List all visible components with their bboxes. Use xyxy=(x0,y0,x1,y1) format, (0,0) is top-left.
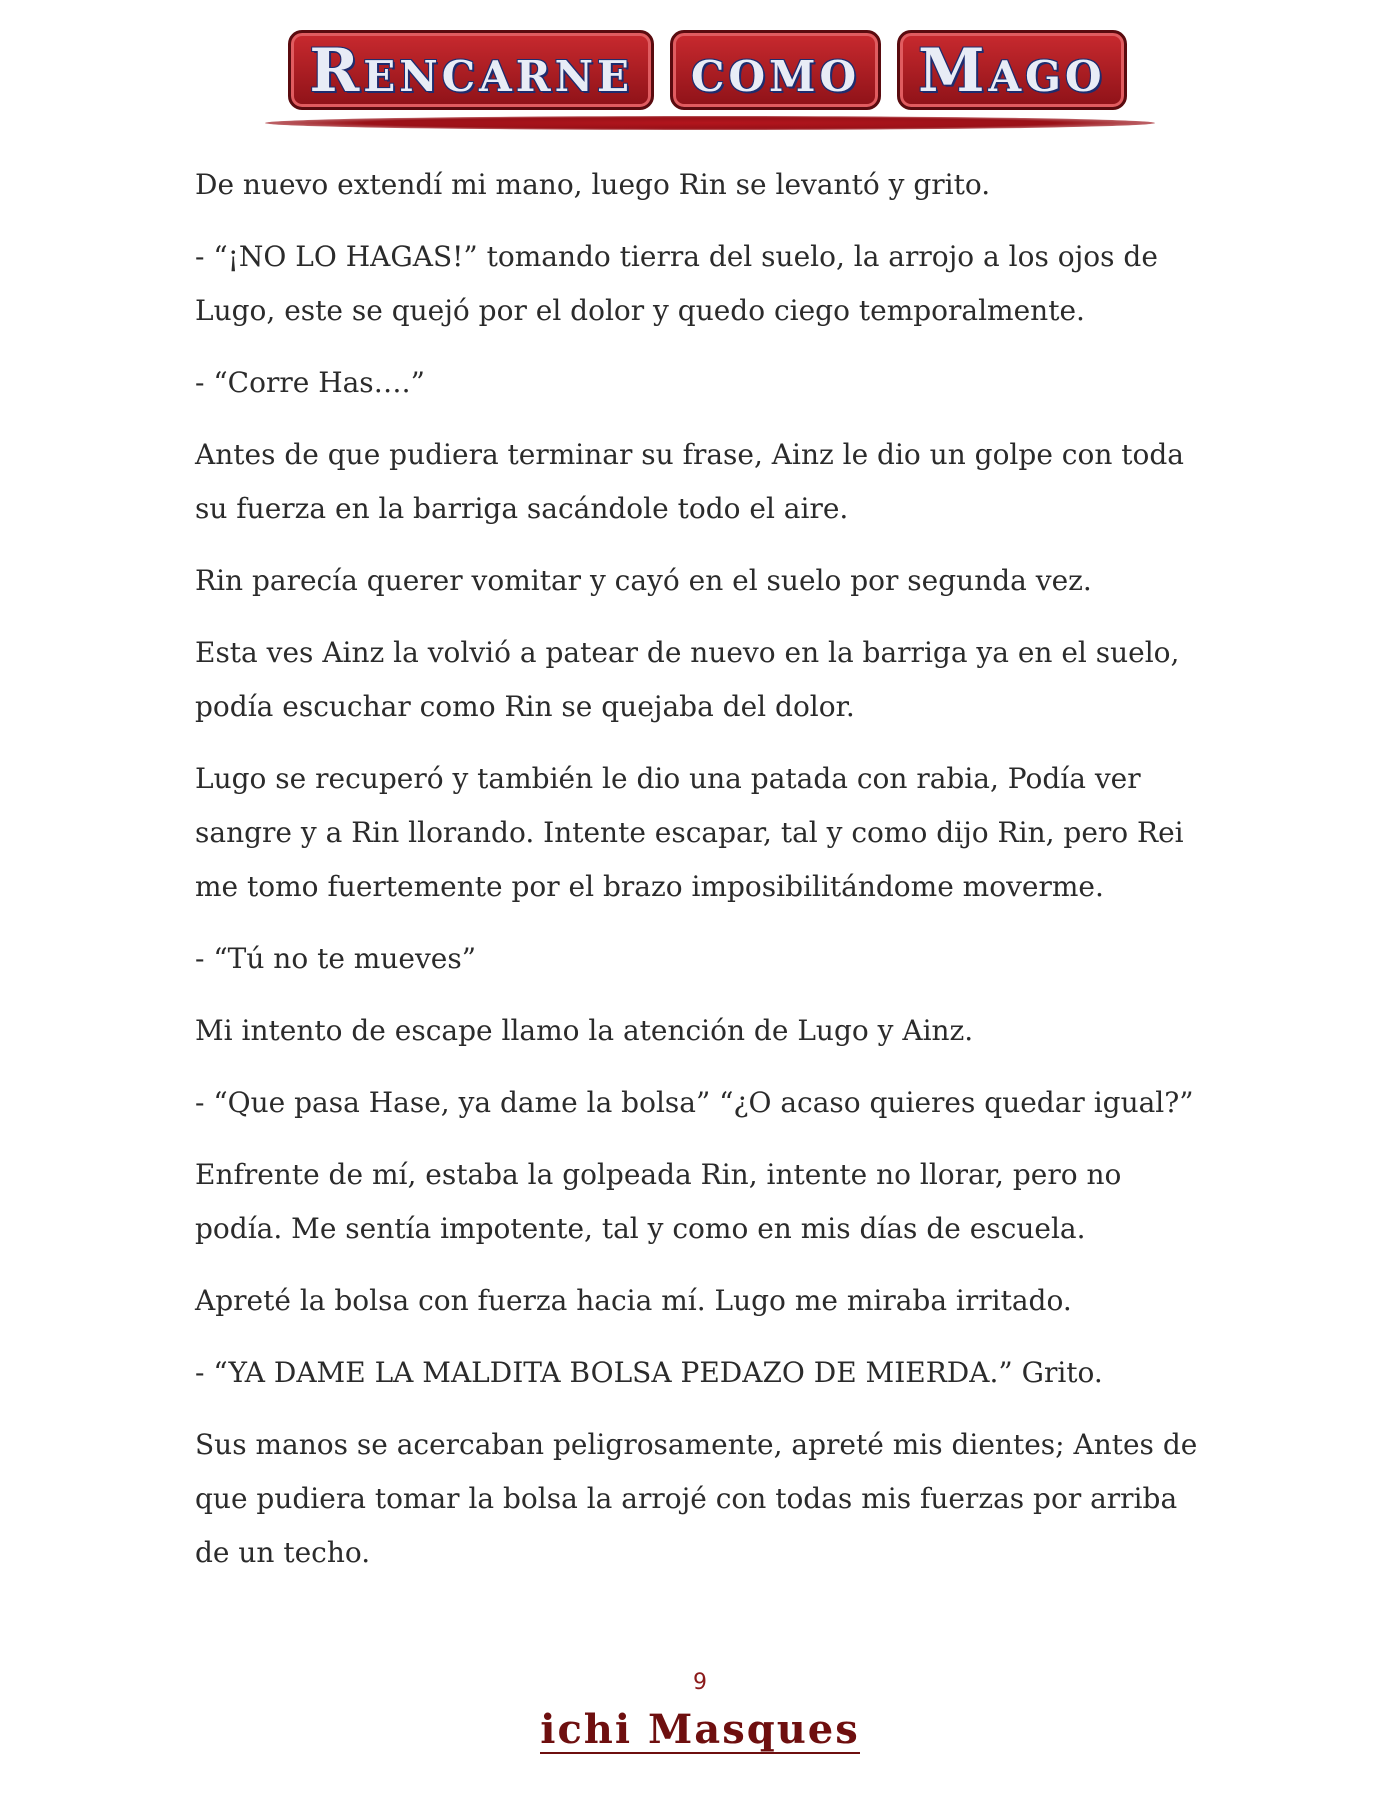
paragraph: - “YA DAME LA MALDITA BOLSA PEDAZO DE MIERDA.” Grito. xyxy=(195,1356,1103,1389)
page-number: 9 xyxy=(693,1670,707,1695)
paragraph: Antes de que pudiera terminar su frase, Ainz le dio un golpe con toda su fuerza en la barriga sacándole todo el aire. xyxy=(195,438,1184,525)
paragraph: - “¡NO LO HAGAS!” tomando tierra del suelo, la arrojo a los ojos de Lugo, este se quejó por el dolor y quedo ciego temporalmente. xyxy=(195,240,1158,327)
paragraph: De nuevo extendí mi mano, luego Rin se levantó y grito. xyxy=(195,168,991,201)
page-header xyxy=(165,30,1250,140)
paragraph: Mi intento de escape llamo la atención de Lugo y Ainz. xyxy=(195,1014,974,1047)
paragraph: Lugo se recuperó y también le dio una patada con rabia, Podía ver sangre y a Rin llorando. Intente escapar, tal y como dijo Rin, pero Rei me tomo fuertemente por el brazo imposibilitándome moverme. xyxy=(195,762,1184,903)
author-signature: ichi Masques xyxy=(540,1706,860,1753)
paragraph: - “Corre Has….” xyxy=(195,366,425,399)
paragraph: Apreté la bolsa con fuerza hacia mí. Lugo me miraba irritado. xyxy=(195,1284,1072,1317)
paragraph: Rin parecía querer vomitar y cayó en el suelo por segunda vez. xyxy=(195,564,1092,597)
title-word-1: Rencarne xyxy=(288,30,654,110)
title-logo xyxy=(165,30,1250,110)
title-word-2: como xyxy=(670,30,881,110)
page-footer xyxy=(0,1668,1400,1754)
paragraph: - “Que pasa Hase, ya dame la bolsa” “¿O acaso quieres quedar igual?” xyxy=(195,1086,1194,1119)
paragraph: Enfrente de mí, estaba la golpeada Rin, intente no llorar, pero no podía. Me sentía impotente, tal y como en mis días de escuela. xyxy=(195,1158,1122,1245)
page-body xyxy=(195,158,1215,1598)
title-word-3: Mago xyxy=(897,30,1126,110)
title-underline-divider xyxy=(265,116,1155,130)
paragraph: Esta ves Ainz la volvió a patear de nuevo en la barriga ya en el suelo, podía escuchar como Rin se quejaba del dolor. xyxy=(195,636,1180,723)
paragraph: - “Tú no te mueves” xyxy=(195,942,477,975)
paragraph: Sus manos se acercaban peligrosamente, apreté mis dientes; Antes de que pudiera tomar la bolsa la arrojé con todas mis fuerzas por arriba de un techo. xyxy=(195,1428,1198,1569)
